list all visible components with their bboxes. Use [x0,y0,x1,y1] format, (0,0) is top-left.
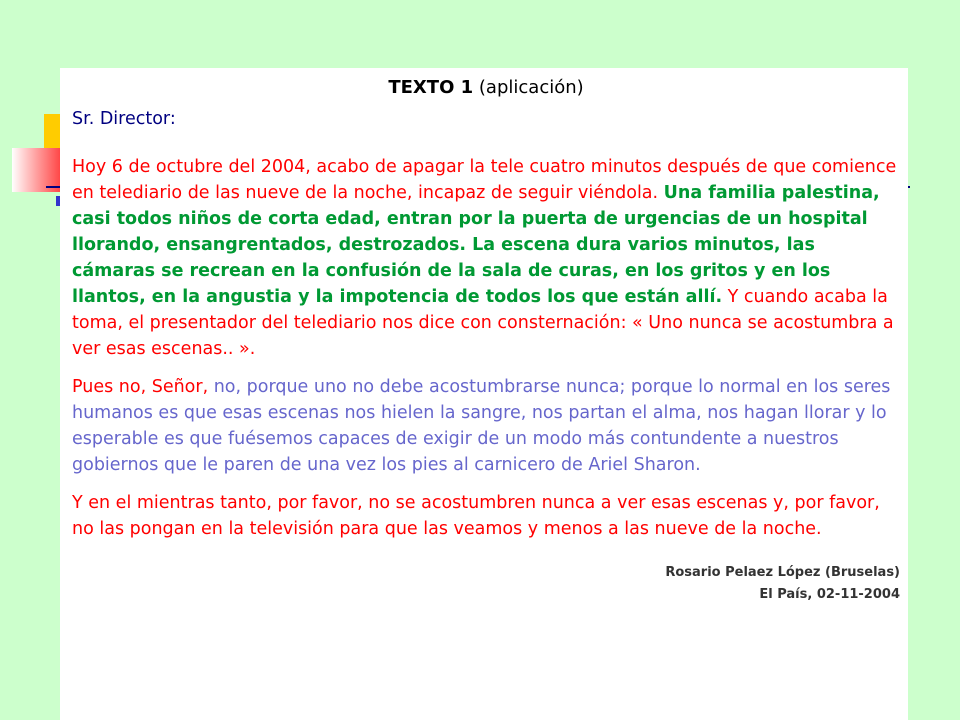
signature-source: El País, 02-11-2004 [759,587,900,602]
salutation: Sr. Director: [72,109,176,129]
page-title [72,76,900,100]
text-panel [60,68,908,720]
paragraph-2 [72,374,900,478]
paragraph-1 [72,154,900,362]
letter-content [72,76,900,606]
signature-block [72,562,900,606]
paragraph-1-highlight: Una familia palestina, casi todos niños de corta edad, entran por la puerta de urgencias de un hospital llorando, ensangrentados, destrozados. La escena dura varios minutos, las cámaras se recrean en la confusión de la sala de curas, en los gritos y en los llantos, en la angustia y la impotencia de todos los que están allí. [72,183,880,307]
paragraph-2-rest: no, porque uno no debe acostumbrarse nunca; porque lo normal en los seres humanos es que esas escenas nos hielen la sangre, nos partan el alma, nos hagan llorar y lo esperable es que fuésemos capaces de exigir de un modo más contundente a nuestros gobiernos que le paren de una vez los pies al carnicero de Ariel Sharon. [72,377,891,475]
title-bold: TEXTO 1 [388,77,474,98]
paragraph-2-start: Pues no, Señor, [72,377,209,397]
paragraph-1-end: Y cuando acaba la toma, el presentador del telediario nos dice con consternación: « Uno nunca se acostumbra a ver esas escenas.. ». [72,287,894,359]
signature-author: Rosario Pelaez López (Bruselas) [665,565,900,580]
paragraph-1-intro: Hoy 6 de octubre del 2004, acabo de apagar la tele cuatro minutos después de que comience en telediario de las nueve de la noche, incapaz de seguir viéndola. [72,157,897,203]
title-rest: (aplicación) [478,77,584,98]
paragraph-3: Y en el mientras tanto, por favor, no se acostumbren nunca a ver esas escenas y, por favor, no las pongan en la televisión para que las veamos y menos a las nueve de la noche. [72,493,880,539]
